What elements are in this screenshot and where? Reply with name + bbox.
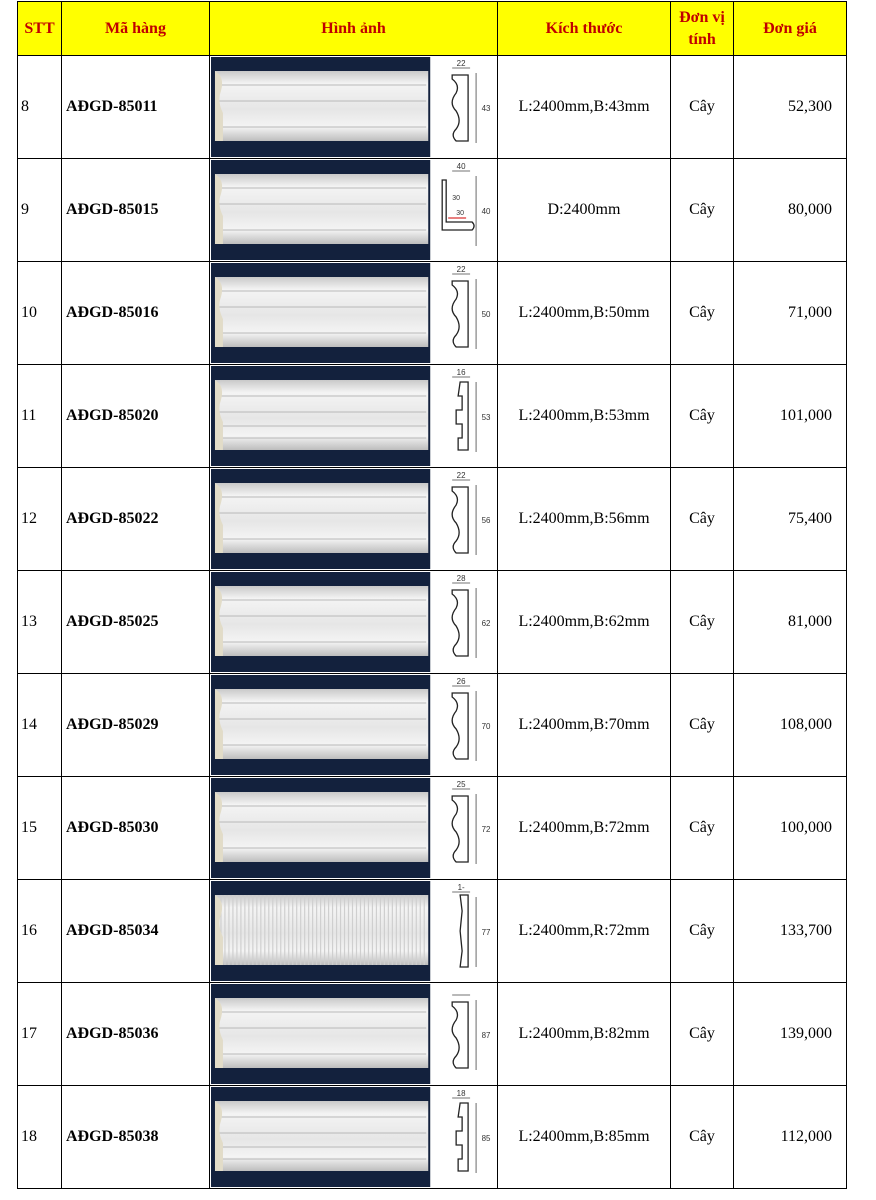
product-image — [210, 777, 498, 880]
dimension-width-label: 18 — [456, 1088, 466, 1099]
row-unit: Cây — [671, 56, 734, 159]
molding-photo — [211, 57, 496, 157]
row-price: 112,000 — [734, 1086, 847, 1189]
molding-photo — [211, 778, 496, 878]
dimension-height-label: 85 — [481, 1133, 491, 1144]
table-row — [18, 880, 847, 983]
row-stt: 11 — [18, 365, 62, 468]
row-stt: 10 — [18, 262, 62, 365]
dimension-width-label: 22 — [456, 58, 466, 69]
row-unit: Cây — [671, 159, 734, 262]
product-image — [210, 365, 498, 468]
row-price: 75,400 — [734, 468, 847, 571]
row-size: L:2400mm,B:72mm — [498, 777, 671, 880]
row-unit: Cây — [671, 1086, 734, 1189]
product-image — [210, 1086, 498, 1189]
row-price: 100,000 — [734, 777, 847, 880]
header-size: Kích thước — [498, 2, 671, 56]
header-code: Mã hàng — [62, 2, 210, 56]
row-stt: 12 — [18, 468, 62, 571]
row-unit: Cây — [671, 674, 734, 777]
row-code: AĐGD-85020 — [62, 365, 210, 468]
row-size: D:2400mm — [498, 159, 671, 262]
molding-photo — [211, 263, 496, 363]
row-unit: Cây — [671, 468, 734, 571]
header-row — [18, 2, 847, 56]
molding-bar — [215, 380, 428, 450]
row-price: 133,700 — [734, 880, 847, 983]
row-code: AĐGD-85016 — [62, 262, 210, 365]
header-stt: STT — [18, 2, 62, 56]
row-stt: 15 — [18, 777, 62, 880]
row-size: L:2400mm,B:56mm — [498, 468, 671, 571]
row-stt: 14 — [18, 674, 62, 777]
row-stt: 18 — [18, 1086, 62, 1189]
row-code: AĐGD-85029 — [62, 674, 210, 777]
dimension-inner-label: 30 — [456, 209, 465, 218]
row-size: L:2400mm,R:72mm — [498, 880, 671, 983]
row-size: L:2400mm,B:62mm — [498, 571, 671, 674]
row-unit: Cây — [671, 777, 734, 880]
row-code: AĐGD-85022 — [62, 468, 210, 571]
row-stt: 17 — [18, 983, 62, 1086]
row-price: 101,000 — [734, 365, 847, 468]
row-price: 52,300 — [734, 56, 847, 159]
dimension-width-label: 22 — [456, 470, 466, 481]
product-image — [210, 880, 498, 983]
dimension-width-label: 22 — [456, 264, 466, 275]
row-unit: Cây — [671, 983, 734, 1086]
dimension-height-label: 43 — [481, 103, 491, 114]
dimension-height-label: 50 — [481, 309, 491, 320]
row-size: L:2400mm,B:82mm — [498, 983, 671, 1086]
row-price: 80,000 — [734, 159, 847, 262]
molding-photo — [211, 675, 496, 775]
molding-photo — [211, 160, 496, 260]
product-image — [210, 56, 498, 159]
table-row — [18, 159, 847, 262]
dimension-inner-label: 30 — [452, 194, 461, 203]
dimension-height-label: 77 — [481, 927, 491, 938]
molding-photo — [211, 572, 496, 672]
molding-bar — [215, 792, 428, 862]
dimension-width-label: 16 — [456, 367, 466, 378]
header-unit: Đơn vị tính — [671, 2, 734, 56]
molding-photo — [211, 1087, 496, 1187]
table-row — [18, 777, 847, 880]
row-price: 139,000 — [734, 983, 847, 1086]
dimension-height-label: 87 — [481, 1030, 491, 1041]
dimension-width-label: 40 — [456, 161, 466, 172]
table-row — [18, 262, 847, 365]
product-image — [210, 262, 498, 365]
dimension-height-label: 53 — [481, 412, 491, 423]
table-row — [18, 365, 847, 468]
row-size: L:2400mm,B:85mm — [498, 1086, 671, 1189]
row-unit: Cây — [671, 880, 734, 983]
product-image — [210, 571, 498, 674]
molding-bar — [215, 71, 428, 141]
molding-photo — [211, 984, 496, 1084]
row-code: AĐGD-85011 — [62, 56, 210, 159]
row-unit: Cây — [671, 571, 734, 674]
header-price: Đơn giá — [734, 2, 847, 56]
row-stt: 8 — [18, 56, 62, 159]
molding-bar — [215, 998, 428, 1068]
row-size: L:2400mm,B:43mm — [498, 56, 671, 159]
row-stt: 9 — [18, 159, 62, 262]
row-stt: 13 — [18, 571, 62, 674]
dimension-width-label: 1- — [457, 882, 465, 893]
dimension-height-label: 40 — [481, 206, 491, 217]
row-code: AĐGD-85030 — [62, 777, 210, 880]
dimension-height-label: 62 — [481, 618, 491, 629]
table-row — [18, 56, 847, 159]
row-price: 81,000 — [734, 571, 847, 674]
row-code: AĐGD-85038 — [62, 1086, 210, 1189]
row-price: 108,000 — [734, 674, 847, 777]
dimension-width-label: 28 — [456, 573, 466, 584]
dimension-width-label: 26 — [456, 676, 466, 687]
row-stt: 16 — [18, 880, 62, 983]
table-row — [18, 674, 847, 777]
row-code: AĐGD-85034 — [62, 880, 210, 983]
molding-bar — [215, 174, 428, 244]
molding-bar — [215, 483, 428, 553]
row-size: L:2400mm,B:50mm — [498, 262, 671, 365]
product-image — [210, 983, 498, 1086]
row-unit: Cây — [671, 365, 734, 468]
product-image — [210, 159, 498, 262]
molding-photo — [211, 469, 496, 569]
price-table — [17, 1, 847, 1189]
dimension-height-label: 72 — [481, 824, 491, 835]
row-size: L:2400mm,B:70mm — [498, 674, 671, 777]
row-size: L:2400mm,B:53mm — [498, 365, 671, 468]
dimension-width-label: 25 — [456, 779, 466, 790]
row-price: 71,000 — [734, 262, 847, 365]
dimension-height-label: 70 — [481, 721, 491, 732]
molding-photo — [211, 881, 496, 981]
product-image — [210, 674, 498, 777]
row-code: AĐGD-85036 — [62, 983, 210, 1086]
table-row — [18, 983, 847, 1086]
molding-bar — [215, 1101, 428, 1171]
row-code: AĐGD-85015 — [62, 159, 210, 262]
row-unit: Cây — [671, 262, 734, 365]
row-code: AĐGD-85025 — [62, 571, 210, 674]
table-row — [18, 1086, 847, 1189]
molding-bar — [215, 277, 428, 347]
product-image — [210, 468, 498, 571]
molding-bar — [215, 689, 428, 759]
header-image: Hình ảnh — [210, 2, 498, 56]
molding-bar — [215, 586, 428, 656]
molding-photo — [211, 366, 496, 466]
dimension-height-label: 56 — [481, 515, 491, 526]
table-row — [18, 468, 847, 571]
table-row — [18, 571, 847, 674]
